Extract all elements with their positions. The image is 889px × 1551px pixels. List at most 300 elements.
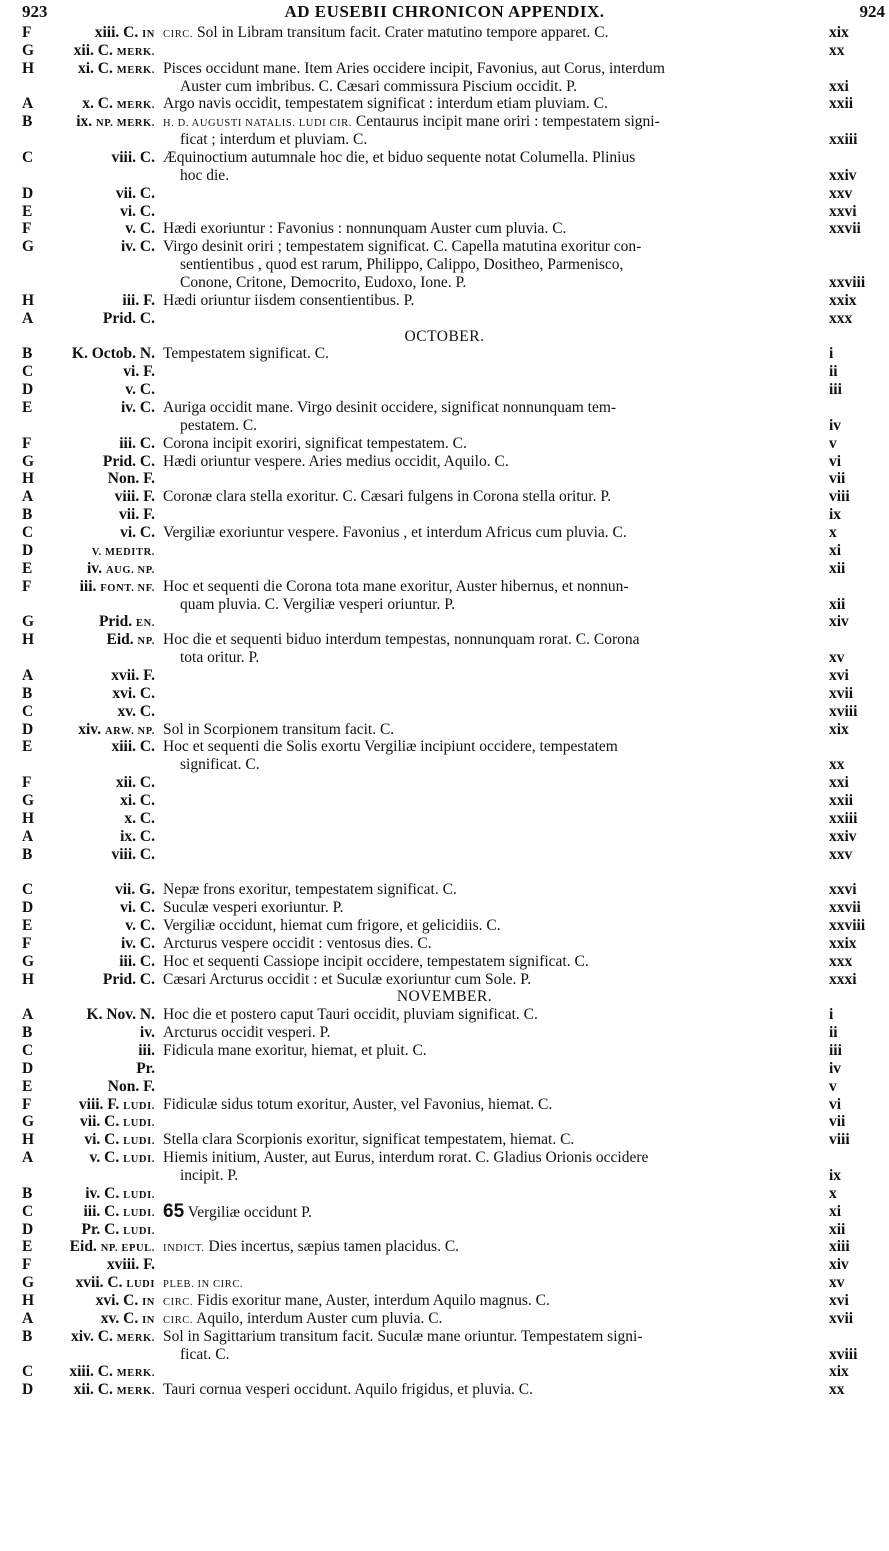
month-heading <box>0 988 889 1006</box>
roman-date: Prid. C. <box>102 309 155 327</box>
roman-date: V. MEDITR. <box>91 546 155 558</box>
entry-text: Auriga occidit mane. Virgo desinit occidere, significat nonnunquam tem- <box>163 399 617 417</box>
nundinal-letter: D <box>22 1220 34 1238</box>
entry-text: CIRC. Sol in Libram transitum facit. Crater matutino tempore apparet. C. <box>163 24 609 41</box>
entry-text: Hiemis initium, Auster, aut Eurus, interdum rorat. C. Gladius Orionis occidere <box>163 1149 649 1167</box>
nundinal-letter: B <box>22 1327 33 1345</box>
calendar-line <box>0 578 889 596</box>
calendar-line <box>0 649 889 667</box>
roman-date: Pr. <box>136 1059 155 1077</box>
nundinal-letter: C <box>22 881 34 899</box>
nundinal-letter: D <box>22 1059 34 1077</box>
roman-date: xv. C. <box>117 702 155 720</box>
calendar-line <box>0 542 889 560</box>
spacer-line <box>0 863 889 881</box>
calendar-line <box>0 828 889 846</box>
roman-date: viii. F. LUDI. <box>78 1095 155 1113</box>
entry-text: Hoc et sequenti die Corona tota mane exoritur, Auster hibernus, et nonnun- <box>163 577 629 595</box>
day-number: xx <box>829 1381 845 1399</box>
calendar-line <box>0 435 889 453</box>
entry-text: Virgo desinit oriri ; tempestatem significat. C. Capella matutina exoritur con- <box>163 238 642 256</box>
roman-date: Prid. C. <box>102 452 155 470</box>
roman-date: xvi. C. <box>112 684 155 702</box>
roman-date: iii. C. <box>119 434 155 452</box>
calendar-line <box>0 1006 889 1024</box>
nundinal-letter: C <box>22 1363 34 1381</box>
nundinal-letter: E <box>22 202 33 220</box>
entry-text: Corona incipit exoriri, significat tempestatem. C. <box>163 434 467 452</box>
nundinal-letter: A <box>22 95 34 113</box>
calendar-line <box>0 292 889 310</box>
calendar-line <box>0 60 889 78</box>
entry-text: Arcturus occidit vesperi. P. <box>163 1024 331 1042</box>
entry-text: Stella clara Scorpionis exoritur, significat tempestatem, hiemat. C. <box>163 1131 575 1149</box>
day-number: vii <box>829 470 846 488</box>
nundinal-letter: B <box>22 1024 33 1042</box>
nundinal-letter: H <box>22 1292 35 1310</box>
entry-text: CIRC. Fidis exoritur mane, Auster, interdum Aquilo magnus. C. <box>163 1292 550 1310</box>
roman-date: iii. F. <box>122 291 155 309</box>
entry-text: Nepæ frons exoritur, tempestatem significat. C. <box>163 881 457 899</box>
calendar-line <box>0 453 889 471</box>
roman-date: xii. C. MERK. <box>73 41 155 59</box>
calendar-table <box>0 24 889 1399</box>
nundinal-letter: B <box>22 845 33 863</box>
calendar-line <box>0 792 889 810</box>
day-number: xix <box>829 24 849 41</box>
month-heading-label: OCTOBER. <box>404 327 485 345</box>
roman-date: Non. F. <box>107 470 155 488</box>
day-number: xxi <box>829 77 849 95</box>
entry-text: incipit. P. <box>180 1167 239 1184</box>
calendar-line <box>0 1060 889 1078</box>
calendar-line <box>0 935 889 953</box>
day-number: xxii <box>829 95 854 113</box>
day-number: iv <box>829 416 842 434</box>
day-number: ii <box>829 363 838 381</box>
calendar-line <box>0 667 889 685</box>
nundinal-letter: B <box>22 506 33 524</box>
calendar-line <box>0 971 889 989</box>
day-number: xi <box>829 541 842 559</box>
roman-date: viii. C. <box>111 845 155 863</box>
roman-date: vii. G. <box>114 881 155 899</box>
month-heading <box>0 328 889 346</box>
nundinal-letter: D <box>22 381 34 399</box>
day-number: xiii <box>829 1238 850 1256</box>
nundinal-letter: G <box>22 1274 35 1292</box>
nundinal-letter: A <box>22 1149 34 1167</box>
day-number: xxx <box>829 952 853 970</box>
calendar-line <box>0 738 889 756</box>
calendar-line <box>0 167 889 185</box>
nundinal-letter: B <box>22 345 33 363</box>
nundinal-letter: F <box>22 24 32 41</box>
calendar-line <box>0 131 889 149</box>
calendar-line <box>0 1167 889 1185</box>
calendar-line <box>0 363 889 381</box>
roman-date: K. Nov. N. <box>86 1006 155 1024</box>
roman-date: vi. C. <box>120 202 155 220</box>
calendar-line <box>0 417 889 435</box>
day-number: xi <box>829 1202 842 1220</box>
roman-date: xii. C. <box>115 774 155 792</box>
nundinal-letter: E <box>22 916 33 934</box>
nundinal-letter: E <box>22 559 33 577</box>
entry-text: significat. C. <box>180 756 260 774</box>
nundinal-letter: C <box>22 363 34 381</box>
calendar-line <box>0 24 889 42</box>
month-heading-label: NOVEMBER. <box>396 988 493 1006</box>
entry-text: Conone, Critone, Democrito, Eudoxo, Ione. P. <box>180 274 467 292</box>
roman-date: iv. C. <box>120 934 155 952</box>
entry-text: pestatem. C. <box>180 416 258 434</box>
roman-date: xiii. C. <box>111 738 155 756</box>
nundinal-letter: F <box>22 434 32 452</box>
day-number: xvi <box>829 666 849 684</box>
entry-text: PLEB. IN CIRC. <box>163 1279 244 1291</box>
roman-date: xiii. C. MERK. <box>69 1363 155 1381</box>
day-number: i <box>829 1006 834 1024</box>
day-number: x <box>829 524 837 542</box>
roman-date: v. C. LUDI. <box>89 1149 155 1167</box>
entry-text: Arcturus vespere occidit : ventosus dies. C. <box>163 934 432 952</box>
day-number: xxv <box>829 845 853 863</box>
roman-date: Pr. C. LUDI. <box>81 1220 155 1238</box>
day-number: xxix <box>829 934 857 952</box>
calendar-line <box>0 1078 889 1096</box>
entry-text: Suculæ vesperi exoriuntur. P. <box>163 899 344 917</box>
nundinal-letter: H <box>22 1131 35 1149</box>
day-number: xviii <box>829 702 858 720</box>
day-number: xx <box>829 41 845 59</box>
day-number: xxviii <box>829 916 866 934</box>
roman-date: v. C. <box>125 220 155 238</box>
nundinal-letter: G <box>22 952 35 970</box>
nundinal-letter: D <box>22 184 34 202</box>
day-number: vii <box>829 1113 846 1131</box>
entry-text: Vergiliæ exoriuntur vespere. Favonius , et interdum Africus cum pluvia. C. <box>163 524 627 542</box>
day-number: xxvii <box>829 220 861 238</box>
calendar-line <box>0 149 889 167</box>
day-number: i <box>829 345 834 363</box>
nundinal-letter: B <box>22 684 33 702</box>
nundinal-letter: F <box>22 1256 32 1274</box>
roman-date: K. Octob. N. <box>71 345 155 363</box>
day-number: iv <box>829 1059 842 1077</box>
entry-text: INDICT. Dies incertus, sæpius tamen placidus. C. <box>163 1238 460 1256</box>
nundinal-letter: C <box>22 149 34 167</box>
nundinal-letter: E <box>22 1238 33 1256</box>
entry-text: Tempestatem significat. C. <box>163 345 329 363</box>
day-number: x <box>829 1184 837 1202</box>
nundinal-letter: A <box>22 1006 34 1024</box>
calendar-line <box>0 1221 889 1239</box>
calendar-line <box>0 810 889 828</box>
calendar-line <box>0 1042 889 1060</box>
calendar-line <box>0 381 889 399</box>
nundinal-letter: H <box>22 470 35 488</box>
day-number: viii <box>829 1131 850 1149</box>
nundinal-letter: D <box>22 720 34 738</box>
roman-date: ix. NP. MERK. <box>76 113 155 131</box>
day-number: xx <box>829 756 845 774</box>
entry-text: Auster cum imbribus. C. Cæsari commissura Piscium occidit. P. <box>180 77 577 95</box>
day-number: xxiv <box>829 166 857 184</box>
entry-text: ficat. C. <box>180 1345 230 1363</box>
calendar-line <box>0 1185 889 1203</box>
calendar-line <box>0 685 889 703</box>
nundinal-letter: A <box>22 488 34 506</box>
entry-text: Hædi exoriuntur : Favonius : nonnunquam Auster cum pluvia. C. <box>163 220 567 238</box>
nundinal-letter: F <box>22 577 32 595</box>
day-number: xxvi <box>829 202 857 220</box>
calendar-line <box>0 238 889 256</box>
day-number: xxviii <box>829 274 866 292</box>
calendar-line <box>0 774 889 792</box>
entry-text: 65 Vergiliæ occidunt P. <box>163 1200 312 1222</box>
day-number: vi <box>829 1095 842 1113</box>
nundinal-letter: H <box>22 970 35 988</box>
day-number: xv <box>829 1274 845 1292</box>
page-number-right: 924 <box>859 2 885 21</box>
day-number: xviii <box>829 1345 858 1363</box>
roman-date: Prid. C. <box>102 970 155 988</box>
entry-text: ficat ; interdum et pluviam. C. <box>180 131 368 149</box>
entry-text: Hædi oriuntur vespere. Aries medius occidit, Aquilo. C. <box>163 452 509 470</box>
calendar-line <box>0 274 889 292</box>
calendar-line <box>0 1346 889 1364</box>
roman-date: vi. F. <box>123 363 155 381</box>
entry-text: hoc die. <box>180 166 230 184</box>
entry-text: Sol in Sagittarium transitum facit. Suculæ mane oriuntur. Tempestatem signi- <box>163 1327 643 1345</box>
nundinal-letter: C <box>22 1202 34 1220</box>
calendar-line <box>0 721 889 739</box>
nundinal-letter: H <box>22 631 35 649</box>
nundinal-letter: G <box>22 452 35 470</box>
day-number: xxxi <box>829 970 857 988</box>
calendar-line <box>0 1131 889 1149</box>
nundinal-letter: A <box>22 309 34 327</box>
day-number: xii <box>829 559 846 577</box>
entry-text: Sol in Scorpionem transitum facit. C. <box>163 720 395 738</box>
calendar-line <box>0 560 889 578</box>
calendar-line <box>0 185 889 203</box>
calendar-line <box>0 846 889 864</box>
nundinal-letter: H <box>22 291 35 309</box>
calendar-line <box>0 42 889 60</box>
page-title: AD EUSEBII CHRONICON APPENDIX. <box>284 2 605 21</box>
roman-date: x. C. MERK. <box>82 95 155 113</box>
day-number: xxiii <box>829 131 858 149</box>
nundinal-letter: H <box>22 59 35 77</box>
calendar-line <box>0 613 889 631</box>
entry-text: Hoc et sequenti die Solis exortu Vergiliæ incipiunt occidere, tempestatem <box>163 738 618 756</box>
day-number: xxix <box>829 291 857 309</box>
nundinal-letter: A <box>22 1309 34 1327</box>
entry-text: Tauri cornua vesperi occidunt. Aquilo frigidus, et pluvia. C. <box>163 1381 533 1399</box>
calendar-line <box>0 524 889 542</box>
nundinal-letter: G <box>22 791 35 809</box>
calendar-line <box>0 1310 889 1328</box>
roman-date: v. C. <box>125 916 155 934</box>
entry-text: Æquinoctium autumnale hoc die, et biduo sequente notat Columella. Plinius <box>163 149 636 167</box>
calendar-line <box>0 1096 889 1114</box>
nundinal-letter: A <box>22 666 34 684</box>
entry-text: Cæsari Arcturus occidit : et Suculæ exoriuntur cum Sole. P. <box>163 970 532 988</box>
calendar-line <box>0 95 889 113</box>
roman-date: vi. C. LUDI. <box>84 1131 155 1149</box>
entry-text: Pisces occidunt mane. Item Aries occidere incipit, Favonius, aut Corus, interdum <box>163 59 665 77</box>
calendar-line <box>0 917 889 935</box>
calendar-line <box>0 470 889 488</box>
entry-text: tota oritur. P. <box>180 649 260 667</box>
entry-text: sentientibus , quod est rarum, Philippo, Calippo, Dositheo, Parmenisco, <box>180 256 624 274</box>
entry-text: quam pluvia. C. Vergiliæ vesperi oriuntur. P. <box>180 595 455 613</box>
nundinal-letter: G <box>22 1113 35 1131</box>
calendar-line <box>0 1113 889 1131</box>
roman-date: xii. C. MERK. <box>73 1381 155 1399</box>
calendar-line <box>0 113 889 131</box>
day-number: xiv <box>829 613 849 631</box>
entry-text: Fidiculæ sidus totum exoritur, Auster, vel Favonius, hiemat. C. <box>163 1095 553 1113</box>
roman-date: xv. C. IN <box>100 1309 155 1327</box>
roman-date: xviii. F. <box>106 1256 155 1274</box>
day-number: xxvi <box>829 881 857 899</box>
roman-date: xvii. C. LUDI <box>75 1274 155 1292</box>
entry-text: Coronæ clara stella exoritur. C. Cæsari fulgens in Corona stella oritur. P. <box>163 488 612 506</box>
calendar-line <box>0 1328 889 1346</box>
day-number: xvii <box>829 684 854 702</box>
calendar-line <box>0 256 889 274</box>
calendar-line <box>0 953 889 971</box>
roman-date: viii. C. <box>111 149 155 167</box>
calendar-line <box>0 220 889 238</box>
day-number: xvi <box>829 1292 849 1310</box>
roman-date: vii. C. LUDI. <box>80 1113 155 1131</box>
day-number: xxx <box>829 309 853 327</box>
calendar-line <box>0 345 889 363</box>
calendar-line <box>0 203 889 221</box>
day-number: vi <box>829 452 842 470</box>
roman-date: xvi. C. IN <box>95 1292 155 1310</box>
calendar-line <box>0 1200 889 1222</box>
roman-date: ix. C. <box>120 827 155 845</box>
roman-date: xi. C. <box>120 791 155 809</box>
calendar-line <box>0 78 889 96</box>
nundinal-letter: F <box>22 774 32 792</box>
roman-date: iv. AUG. NP. <box>87 559 155 577</box>
roman-date: xiii. C. IN <box>94 24 155 41</box>
nundinal-letter: B <box>22 1184 33 1202</box>
entry-text: Vergiliæ occidunt, hiemat cum frigore, et gelicidiis. C. <box>163 916 501 934</box>
entry-text: Hoc die et sequenti biduo interdum tempestas, nonnunquam rorat. C. Corona <box>163 631 640 649</box>
calendar-line <box>0 488 889 506</box>
calendar-line <box>0 756 889 774</box>
calendar-line <box>0 631 889 649</box>
day-number: xiv <box>829 1256 849 1274</box>
day-number: iii <box>829 1041 842 1059</box>
roman-date: iii. C. LUDI. <box>83 1202 155 1220</box>
roman-date: xi. C. MERK. <box>77 59 155 77</box>
day-number: ii <box>829 1024 838 1042</box>
entry-text: Fidicula mane exoritur, hiemat, et pluit. C. <box>163 1041 427 1059</box>
roman-date: vi. C. <box>120 524 155 542</box>
day-number: xxv <box>829 184 853 202</box>
calendar-line <box>0 881 889 899</box>
calendar-line <box>0 1274 889 1292</box>
roman-date: viii. F. <box>114 488 155 506</box>
roman-date: Eid. NP. EPUL. <box>69 1238 155 1256</box>
nundinal-letter: D <box>22 541 34 559</box>
roman-date: vii. F. <box>118 506 155 524</box>
nundinal-letter: D <box>22 899 34 917</box>
day-number: xxiii <box>829 809 858 827</box>
entry-text: Hædi oriuntur iisdem consentientibus. P. <box>163 291 415 309</box>
day-number: xxi <box>829 774 849 792</box>
entry-text: Argo navis occidit, tempestatem significat : interdum etiam pluviam. C. <box>163 95 608 113</box>
calendar-line <box>0 506 889 524</box>
running-header <box>0 2 889 24</box>
day-number: v <box>829 1077 837 1095</box>
nundinal-letter: E <box>22 738 33 756</box>
calendar-line <box>0 310 889 328</box>
nundinal-letter: B <box>22 113 33 131</box>
roman-date: iii. <box>138 1041 155 1059</box>
nundinal-letter: H <box>22 809 35 827</box>
nundinal-letter: E <box>22 1077 33 1095</box>
roman-date: Prid. EN. <box>98 613 155 631</box>
calendar-line <box>0 1381 889 1399</box>
calendar-line <box>0 1238 889 1256</box>
roman-date: xvii. F. <box>111 666 155 684</box>
day-number: xii <box>829 1220 846 1238</box>
entry-text: H. D. AUGUSTI NATALIS. LUDI CIR. Centaurus incipit mane oriri : tempestatem signi- <box>163 113 660 131</box>
roman-date: vi. C. <box>120 899 155 917</box>
nundinal-letter: C <box>22 702 34 720</box>
roman-date: x. C. <box>124 809 155 827</box>
roman-date: Non. F. <box>107 1077 155 1095</box>
nundinal-letter: F <box>22 1095 32 1113</box>
calendar-line <box>0 899 889 917</box>
roman-date: Eid. NP. <box>106 631 155 649</box>
day-number: xv <box>829 649 845 667</box>
day-number: xix <box>829 1363 849 1381</box>
calendar-line <box>0 1256 889 1274</box>
entry-text: Hoc die et postero caput Tauri occidit, pluviam significat. C. <box>163 1006 538 1024</box>
nundinal-letter: G <box>22 238 35 256</box>
day-number: iii <box>829 381 842 399</box>
day-number: v <box>829 434 837 452</box>
roman-date: iv. C. <box>120 399 155 417</box>
nundinal-letter: E <box>22 399 33 417</box>
nundinal-letter: F <box>22 220 32 238</box>
entry-text: CIRC. Aquilo, interdum Auster cum pluvia. C. <box>163 1309 443 1327</box>
calendar-line <box>0 1292 889 1310</box>
calendar-line <box>0 596 889 614</box>
page-number-left: 923 <box>22 2 48 21</box>
nundinal-letter: C <box>22 524 34 542</box>
nundinal-letter: A <box>22 827 34 845</box>
calendar-line <box>0 1024 889 1042</box>
roman-date: xiv. ARW. NP. <box>78 720 155 738</box>
roman-date: iv. <box>139 1024 155 1042</box>
day-number: xii <box>829 595 846 613</box>
roman-date: iii. C. <box>119 952 155 970</box>
nundinal-letter: D <box>22 1381 34 1399</box>
day-number: xvii <box>829 1309 854 1327</box>
roman-date: iv. C. <box>120 238 155 256</box>
